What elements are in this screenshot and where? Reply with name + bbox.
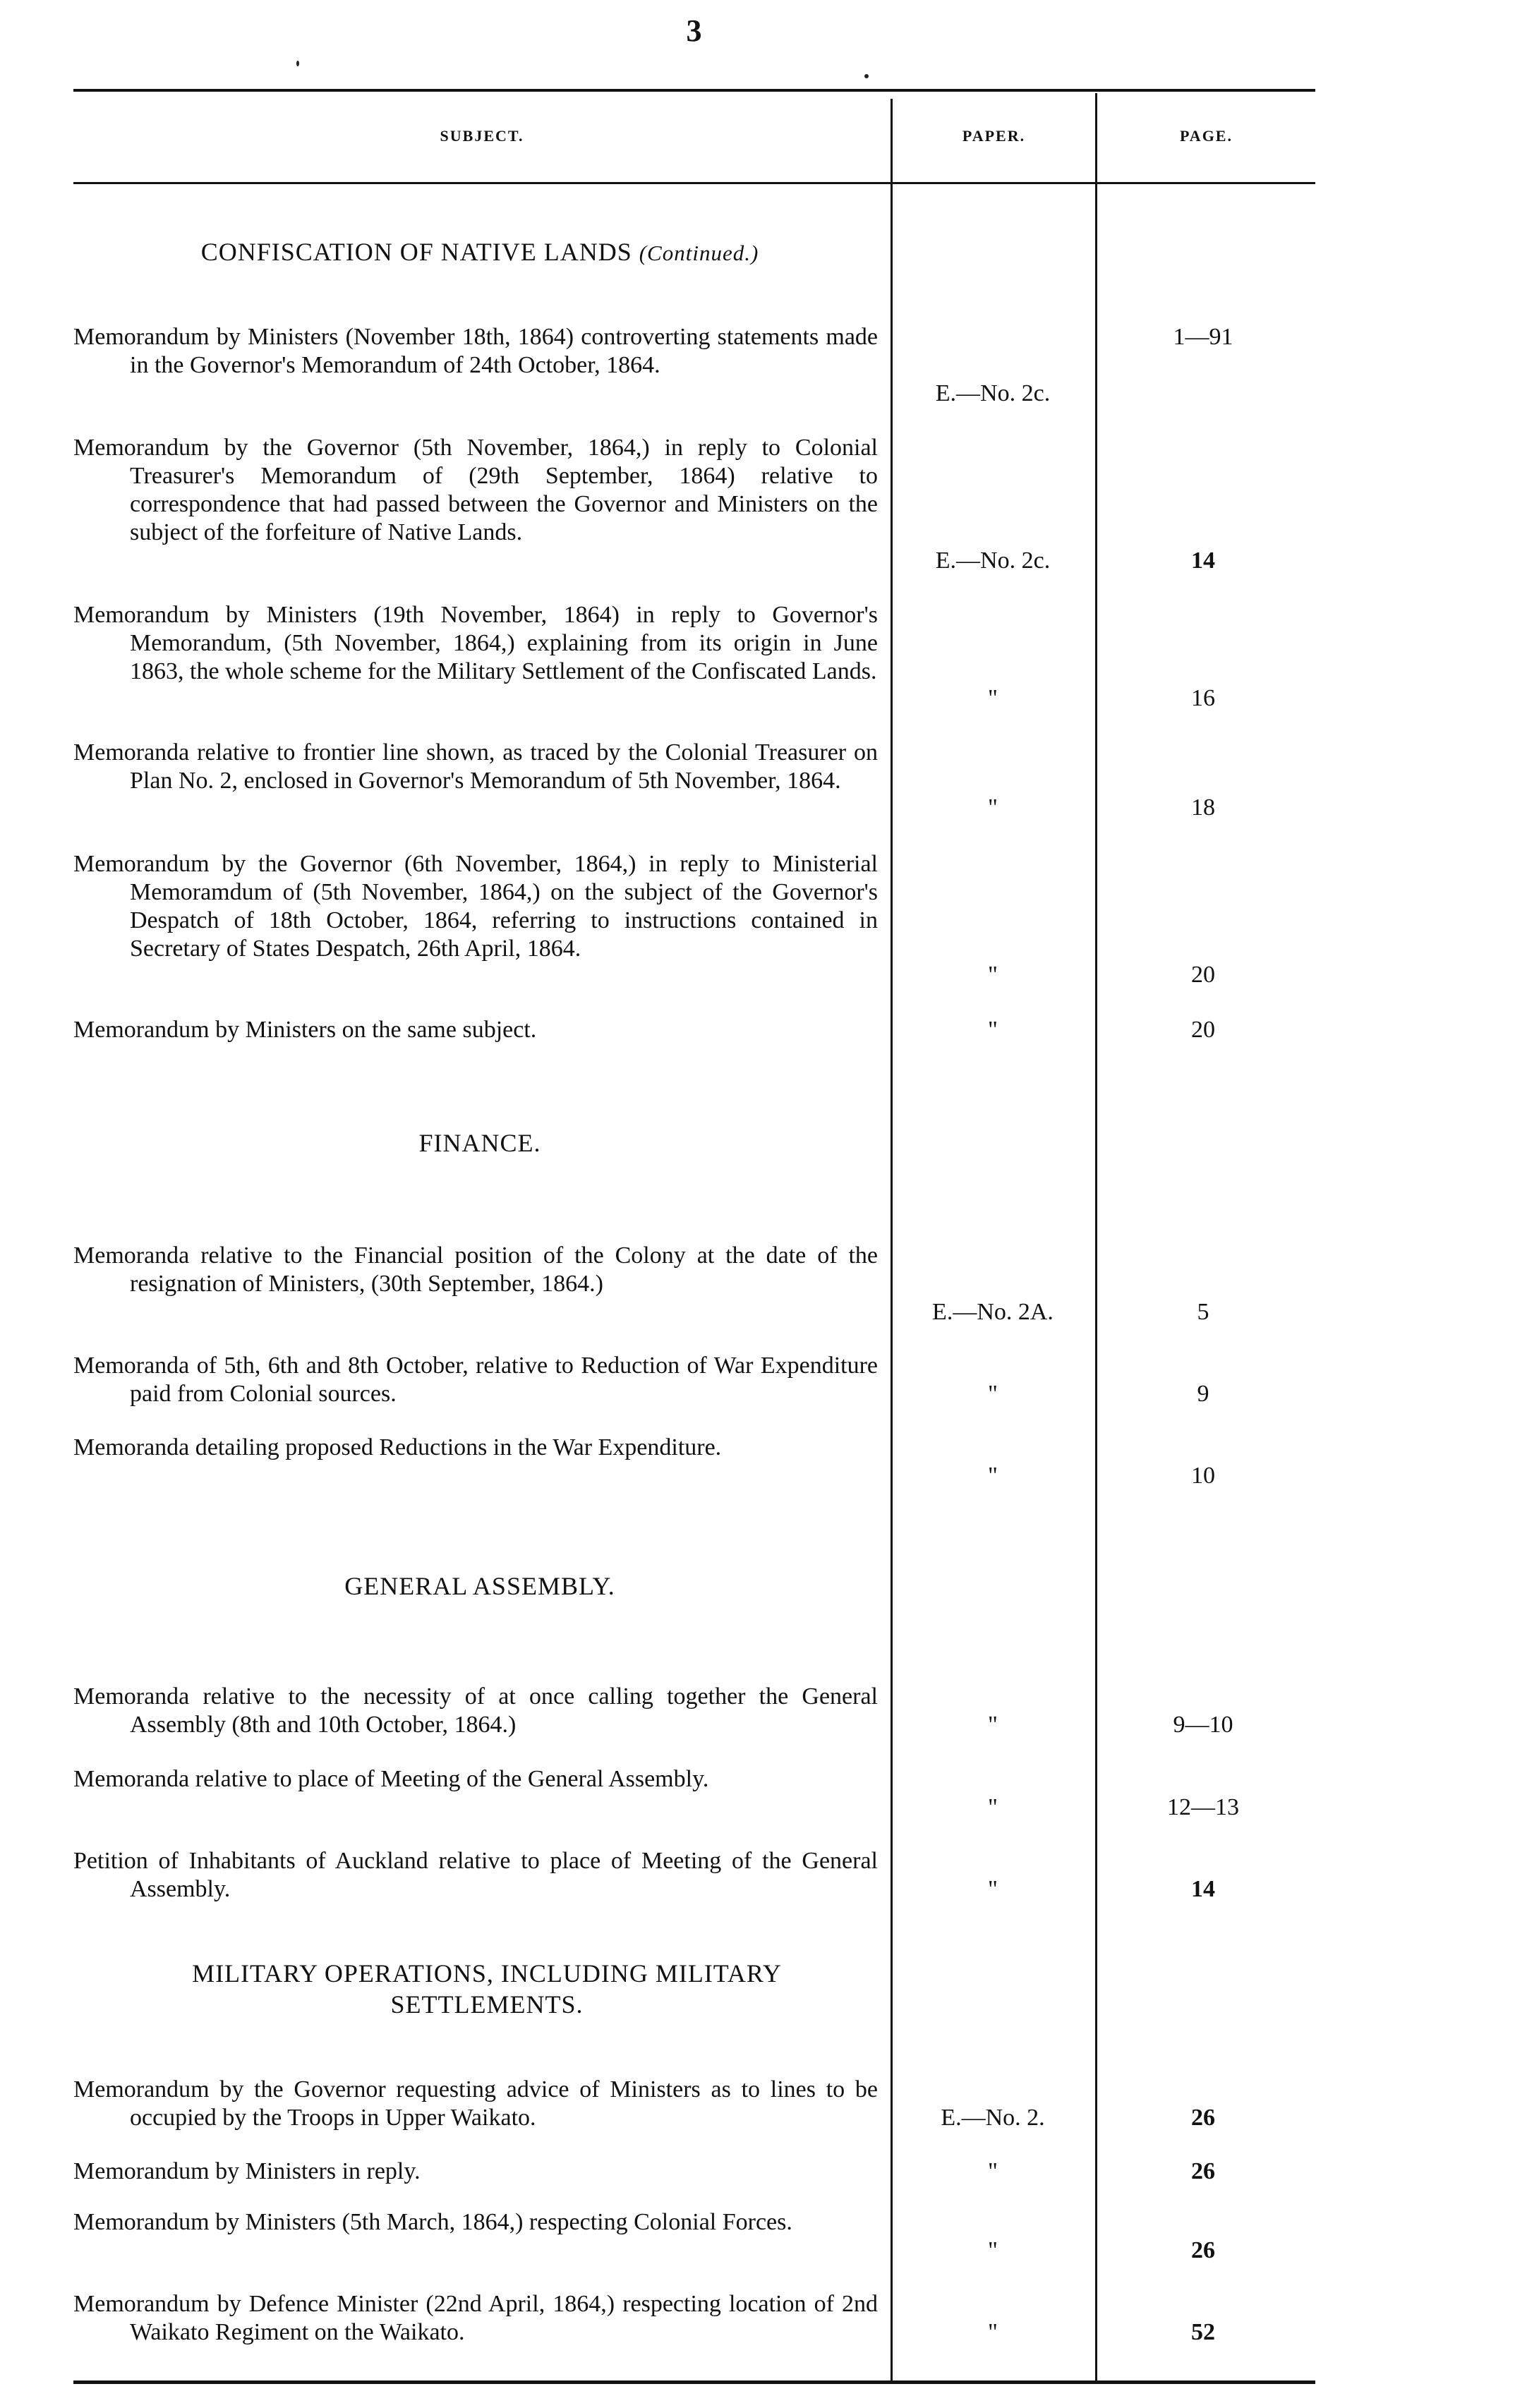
column-header-page: PAGE. (1180, 127, 1233, 145)
page-ref: 16 (1191, 685, 1215, 711)
list-item: Petition of Inhabitants of Auckland relative to place of Meeting of the General Assembly. (73, 1848, 878, 1902)
bottom-rule (73, 2380, 1315, 2384)
paper-ref: " (988, 1794, 998, 1820)
paper-ref: " (988, 1017, 998, 1043)
list-item: Memoranda of 5th, 6th and 8th October, relative to Reduction of War Expenditure paid from Colonial sources. (73, 1353, 878, 1407)
list-item: Memoranda relative to frontier line shown, as traced by the Colonial Treasurer on Plan No. 2, enclosed in Governor's Memorandum of 5th November, 1864. (73, 739, 878, 794)
list-item: Memorandum by Ministers (19th November, 1864) in reply to Governor's Memorandum, (5th November, 1864,) explaining from its origin in June 1863, the whole scheme for the Military Settlement of the Confiscated Lands. (73, 602, 878, 684)
paper-ref: " (988, 1463, 998, 1489)
paper-ref: " (988, 2237, 998, 2263)
list-item: Memorandum by the Governor requesting advice of Ministers as to lines to be occupied by the Troops in Upper Waikato. (73, 2076, 878, 2131)
page-ref: 12—13 (1167, 1794, 1239, 1820)
column-divider-subject-paper (891, 99, 893, 2380)
column-divider-paper-page (1095, 93, 1097, 2380)
page-ref: 14 (1191, 547, 1215, 574)
paper-ref: " (988, 1381, 998, 1407)
list-item: Memoranda detailing proposed Reductions in the War Expenditure. (73, 1434, 722, 1460)
section-title-military-operations: MILITARY OPERATIONS, INCLUDING MILITARY SETTLEMENTS. (192, 1959, 782, 2019)
list-item: Memorandum by Defence Minister (22nd April, 1864,) respecting location of 2nd Waikato Regiment on the Waikato. (73, 2291, 878, 2345)
top-rule (73, 89, 1315, 92)
page-ref: 26 (1191, 2105, 1215, 2131)
page-ref: 20 (1191, 1017, 1215, 1043)
page-ref: 1—91 (1173, 324, 1233, 350)
list-item: Memorandum by Ministers (5th March, 1864,) respecting Colonial Forces. (73, 2209, 792, 2235)
paper-ref: " (988, 2158, 998, 2184)
paper-ref: E.—No. 2. (941, 2105, 1045, 2131)
list-item: Memorandum by the Governor (6th November, 1864,) in reply to Ministerial Memoramdum of (5th November, 1864,) on the subject of the Governor's Despatch of 18th October, 1864, referring to instructions contained in Secretary of States Despatch, 26th April, 1864. (73, 851, 878, 962)
list-item: Memoranda relative to the Financial position of the Colony at the date of the resignation of Ministers, (30th September, 1864.) (73, 1242, 878, 1297)
paper-ref: " (988, 2319, 998, 2345)
paper-ref: E.—No. 2c. (935, 547, 1051, 574)
page-number: 3 (686, 13, 702, 48)
page-ref: 26 (1191, 2158, 1215, 2184)
print-speck (296, 61, 299, 66)
column-header-paper: PAPER. (962, 127, 1026, 145)
page-ref: 18 (1191, 794, 1215, 821)
page-ref: 5 (1197, 1299, 1209, 1325)
section-title-confiscation: CONFISCATION OF NATIVE LANDS (Continued.) (200, 238, 759, 266)
section-title-finance: FINANCE. (418, 1129, 541, 1157)
section-title-general-assembly: GENERAL ASSEMBLY. (344, 1572, 615, 1600)
page-ref: 14 (1191, 1876, 1215, 1902)
page-ref: 9—10 (1173, 1712, 1233, 1738)
list-item: Memoranda relative to the necessity of at once calling together the General Assembly (8th and 10th October, 1864.) (73, 1683, 878, 1738)
column-header-subject: SUBJECT. (440, 127, 524, 145)
page-ref: 26 (1191, 2237, 1215, 2263)
list-item: Memoranda relative to place of Meeting of the General Assembly. (73, 1766, 709, 1792)
list-item: Memorandum by Ministers in reply. (73, 2158, 421, 2184)
paper-ref: " (988, 794, 998, 821)
page-ref: 20 (1191, 962, 1215, 988)
list-item: Memorandum by the Governor (5th November, 1864,) in reply to Colonial Treasurer's Memorandum of (29th September, 1864) relative to correspondence that had passed between the Governor and Ministers on the subject of the forfeiture of Native Lands. (73, 435, 878, 545)
page-ref: 10 (1191, 1463, 1215, 1489)
paper-ref: E.—No. 2c. (935, 380, 1051, 406)
list-item: Memorandum by Ministers (November 18th, 1864) controverting statements made in the Governor's Memorandum of 24th October, 1864. (73, 324, 878, 378)
header-rule (73, 182, 1315, 184)
print-speck (864, 74, 869, 78)
paper-ref: E.—No. 2A. (932, 1299, 1054, 1325)
page-ref: 9 (1197, 1381, 1209, 1407)
paper-ref: " (988, 1876, 998, 1902)
paper-ref: " (988, 685, 998, 711)
list-item: Memorandum by Ministers on the same subject. (73, 1017, 537, 1043)
page-ref: 52 (1191, 2319, 1215, 2345)
paper-ref: " (988, 1712, 998, 1738)
paper-ref: " (988, 962, 998, 988)
